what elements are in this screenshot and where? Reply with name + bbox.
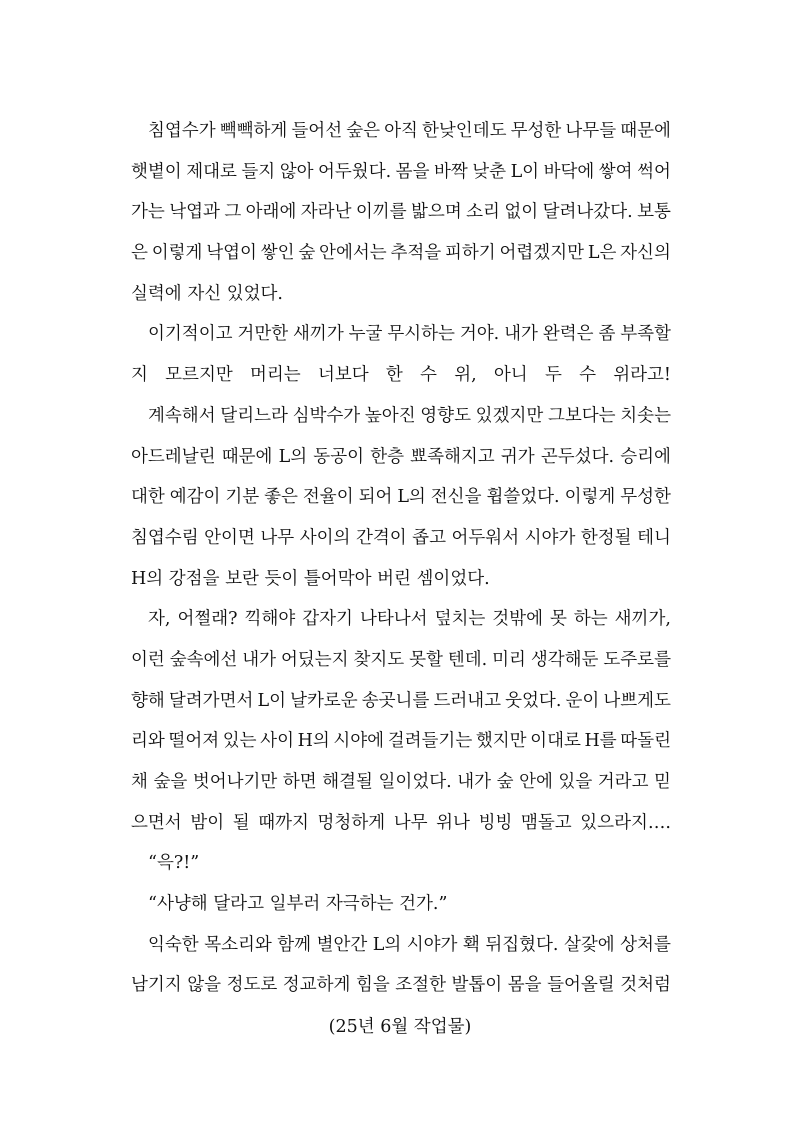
word: 있을 bbox=[558, 772, 593, 792]
word: 수 bbox=[579, 365, 596, 386]
word: 보통 bbox=[637, 202, 671, 223]
word: 지 bbox=[131, 365, 148, 386]
word: 바닥에 bbox=[543, 161, 595, 182]
word: 침엽수림 bbox=[131, 527, 199, 548]
word: 아직 bbox=[384, 121, 418, 141]
word: 테니 bbox=[637, 527, 671, 548]
word: 자극하는 bbox=[325, 894, 394, 915]
word: 한 bbox=[385, 365, 403, 386]
word: 그 bbox=[224, 202, 242, 223]
word: 끽해야 bbox=[244, 609, 296, 630]
text-line bbox=[131, 274, 671, 315]
word: 것밖에 bbox=[492, 609, 543, 630]
word: L의 bbox=[278, 446, 308, 467]
word: L이 bbox=[510, 161, 540, 182]
word: 때문에 bbox=[620, 121, 671, 141]
word: H의 bbox=[131, 568, 164, 589]
text-line bbox=[131, 477, 671, 518]
word: 상처를 bbox=[620, 934, 671, 955]
text-line bbox=[131, 396, 671, 437]
word: 추적을 bbox=[390, 243, 442, 264]
word: 멍청하게 bbox=[317, 812, 386, 833]
word: 곤두섰다. bbox=[540, 446, 615, 467]
word: 나무 bbox=[393, 812, 428, 833]
word: 심박수가 bbox=[292, 405, 361, 426]
text-line bbox=[131, 518, 671, 559]
word: 영향도 bbox=[420, 405, 471, 426]
word: 되어 bbox=[358, 487, 393, 508]
word: 대한 bbox=[131, 487, 165, 508]
word: 셈이었다. bbox=[416, 568, 490, 589]
word: 도주로를 bbox=[603, 649, 671, 670]
word: 거만한 bbox=[237, 324, 289, 345]
word: 피하기 bbox=[444, 243, 496, 264]
word: L은 bbox=[587, 243, 617, 264]
word: 으면서 bbox=[131, 812, 182, 833]
word: 어딨는지 bbox=[280, 649, 349, 670]
text-line bbox=[131, 681, 671, 722]
word: 어두웠다. bbox=[318, 161, 392, 182]
word: 시야가 bbox=[524, 527, 576, 548]
word: 낙엽과 bbox=[169, 202, 220, 223]
word: 귀가 bbox=[500, 446, 535, 467]
word: 썩어 bbox=[637, 161, 671, 182]
word: 건가.” bbox=[399, 894, 448, 915]
word: 드러내고 bbox=[433, 690, 502, 711]
word: 따돌린 bbox=[620, 731, 671, 752]
word: 생각해둔 bbox=[530, 649, 599, 670]
word: 때문에 bbox=[221, 446, 273, 467]
word: L의 bbox=[372, 934, 402, 955]
word: 동공이 bbox=[313, 446, 365, 467]
word: 찾지도 bbox=[353, 649, 405, 670]
word: 이렇게 bbox=[564, 487, 616, 508]
word: 함께 bbox=[277, 934, 312, 955]
text-line bbox=[131, 803, 671, 844]
word: 했지만 bbox=[475, 731, 527, 752]
word: 있었다. bbox=[226, 283, 283, 304]
word: 기분 bbox=[225, 487, 260, 508]
word: 정도로 bbox=[226, 975, 278, 996]
word: 시야가 bbox=[406, 934, 458, 955]
word: 나쁘게도 bbox=[603, 690, 671, 711]
word: 숲 bbox=[298, 243, 316, 264]
word: 이런 bbox=[131, 649, 165, 670]
word: 좋은 bbox=[264, 487, 298, 508]
text-line bbox=[131, 355, 671, 396]
word: 좁고 bbox=[412, 527, 446, 548]
word: 승리에 bbox=[620, 446, 671, 467]
word: 내가 bbox=[242, 649, 277, 670]
word: 이기적이고 bbox=[148, 324, 233, 345]
word: 높아진 bbox=[364, 405, 416, 426]
word: 해결될 bbox=[322, 772, 373, 792]
word: 송곳니를 bbox=[361, 690, 430, 711]
word: 갑자기 bbox=[302, 609, 353, 630]
word: L의 bbox=[397, 487, 426, 508]
word: 자라난 bbox=[300, 202, 352, 223]
story-body bbox=[131, 111, 671, 1006]
text-line bbox=[131, 192, 671, 233]
word: 숲을 bbox=[153, 772, 188, 792]
word: 남기지 bbox=[131, 975, 182, 996]
word: 안에 bbox=[519, 772, 553, 792]
word: 빽빽하게 bbox=[219, 121, 288, 141]
word: 전율이 bbox=[302, 487, 354, 508]
word: 숲 bbox=[496, 772, 514, 792]
word: 바짝 bbox=[433, 161, 468, 182]
text-line bbox=[131, 965, 671, 1006]
word: 실력에 bbox=[131, 283, 182, 304]
word: 듯이 bbox=[264, 568, 299, 589]
word: H를 bbox=[584, 731, 617, 752]
word: 뒤집혔다. bbox=[485, 934, 559, 955]
word: 못 bbox=[549, 609, 567, 630]
word: 보란 bbox=[225, 568, 259, 589]
word: 아래에 bbox=[245, 202, 297, 223]
word: 걸려들기는 bbox=[387, 731, 473, 752]
word: 있겠지만 bbox=[475, 405, 544, 426]
word: 은 bbox=[131, 243, 148, 264]
word: 들어올릴 bbox=[547, 975, 615, 996]
word: 쌓여 bbox=[598, 161, 633, 182]
word: 덮치는 bbox=[434, 609, 486, 630]
word: 머리는 bbox=[250, 365, 301, 386]
word: 별안간 bbox=[316, 934, 368, 955]
word: 거라고 bbox=[597, 772, 649, 792]
text-line bbox=[131, 884, 671, 925]
word: 침엽수가 bbox=[148, 121, 216, 141]
word: 자신 bbox=[187, 283, 222, 304]
word: 사이의 bbox=[299, 527, 351, 548]
word: 버린 bbox=[377, 568, 411, 589]
word: 숲속에선 bbox=[169, 649, 238, 670]
word: 자, bbox=[148, 609, 171, 630]
word: 두 bbox=[544, 365, 562, 386]
word: 새끼가, bbox=[614, 609, 671, 630]
word: 들지 bbox=[241, 161, 276, 182]
text-line bbox=[131, 640, 671, 681]
word: 낮춘 bbox=[472, 161, 507, 182]
word: “윽?!” bbox=[148, 853, 200, 874]
text-line bbox=[131, 314, 671, 355]
word: 것처럼 bbox=[620, 975, 671, 996]
word: 일이었다. bbox=[378, 772, 452, 792]
word: 내가 bbox=[504, 324, 538, 345]
word: 달려가면서 bbox=[168, 690, 254, 711]
word: 무성한 bbox=[620, 487, 671, 508]
word: 완력은 bbox=[542, 324, 594, 345]
word: L이 bbox=[257, 690, 286, 711]
word: 힘을 bbox=[355, 975, 390, 996]
word: 이렇게 bbox=[151, 243, 203, 264]
word: 않을 bbox=[187, 975, 222, 996]
text-line bbox=[131, 559, 671, 600]
word: 이끼를 bbox=[355, 202, 407, 223]
word: 누굴 bbox=[348, 324, 383, 345]
word: 좀 bbox=[598, 324, 616, 345]
word: 못할 bbox=[409, 649, 443, 670]
word: 부족할 bbox=[620, 324, 671, 345]
word: 위나 bbox=[436, 812, 470, 833]
word: 어두워서 bbox=[451, 527, 520, 548]
word: 그보다는 bbox=[547, 405, 616, 426]
footer-caption: (25년 6월 작업물) bbox=[328, 1017, 472, 1037]
word: 향해 bbox=[131, 690, 165, 711]
word: 강점을 bbox=[168, 568, 220, 589]
word: 없이 bbox=[504, 202, 539, 223]
word: 나타나서 bbox=[359, 609, 428, 630]
word: 휩쓸었다. bbox=[486, 487, 560, 508]
word: 안이면 bbox=[204, 527, 255, 548]
word: 제대로 bbox=[186, 161, 237, 182]
text-line bbox=[131, 762, 671, 803]
word: 안에서는 bbox=[319, 243, 387, 264]
word: 어렵겠지만 bbox=[499, 243, 585, 264]
word: 하는 bbox=[573, 609, 608, 630]
word: 위라고! bbox=[613, 365, 671, 386]
word: 있으라지…. bbox=[580, 812, 671, 833]
word: 밤이 bbox=[190, 812, 225, 833]
word: 숲은 bbox=[346, 121, 381, 141]
word: 이대로 bbox=[530, 731, 581, 752]
word: 정교하게 bbox=[282, 975, 351, 996]
word: 리와 bbox=[131, 731, 165, 752]
word: 간격이 bbox=[355, 527, 407, 548]
word: 뾰족해지고 bbox=[410, 446, 495, 467]
word: 웃었다. bbox=[505, 690, 562, 711]
text-line bbox=[131, 599, 671, 640]
word: 계속해서 bbox=[148, 405, 216, 426]
word: 하면 bbox=[282, 772, 317, 792]
word: “사냥해 bbox=[148, 894, 208, 915]
word: 텐데. bbox=[447, 649, 488, 670]
word: 있는 bbox=[222, 731, 257, 752]
word: 쌓인 bbox=[260, 243, 295, 264]
word: 때까지 bbox=[258, 812, 309, 833]
word: 위, bbox=[454, 365, 477, 386]
text-line bbox=[131, 843, 671, 884]
text-line bbox=[131, 233, 671, 274]
word: 내가 bbox=[457, 772, 492, 792]
word: H의 bbox=[297, 731, 330, 752]
word: 달리느라 bbox=[220, 405, 288, 426]
word: 사이 bbox=[260, 731, 294, 752]
word: 익숙한 bbox=[148, 934, 199, 955]
word: 아드레날린 bbox=[131, 446, 216, 467]
text-line bbox=[131, 925, 671, 966]
word: 자신의 bbox=[620, 243, 671, 264]
word: 믿 bbox=[654, 772, 671, 792]
word: 홱 bbox=[462, 934, 480, 955]
word: 달려나갔다. bbox=[542, 202, 633, 223]
word: 않아 bbox=[279, 161, 314, 182]
word: 무성한 bbox=[510, 121, 562, 141]
word: 한정될 bbox=[580, 527, 632, 548]
word: 무시하는 bbox=[387, 324, 455, 345]
word: 벗어나기만 bbox=[192, 772, 278, 792]
word: 발톱이 bbox=[451, 975, 503, 996]
word: 미리 bbox=[492, 649, 526, 670]
word: 거야. bbox=[459, 324, 500, 345]
word: 떨어져 bbox=[168, 731, 220, 752]
word: 모르지만 bbox=[165, 365, 233, 386]
word: 빙빙 bbox=[478, 812, 513, 833]
word: 몸을 bbox=[395, 161, 430, 182]
word: 날카로운 bbox=[290, 690, 358, 711]
word: 예감이 bbox=[169, 487, 221, 508]
word: 살갗에 bbox=[563, 934, 615, 955]
word: 달라고 bbox=[213, 894, 264, 915]
word: 운이 bbox=[565, 690, 600, 711]
word: 시야에 bbox=[333, 731, 385, 752]
word: 소리 bbox=[466, 202, 500, 223]
word: 몸을 bbox=[507, 975, 542, 996]
word: 어쩔래? bbox=[177, 609, 238, 630]
word: 일부러 bbox=[269, 894, 321, 915]
word: 수 bbox=[420, 365, 437, 386]
word: 들어선 bbox=[291, 121, 343, 141]
word: 너보다 bbox=[317, 365, 369, 386]
word: 나무들 bbox=[565, 121, 617, 141]
text-line bbox=[131, 111, 671, 152]
word: 햇볕이 bbox=[131, 161, 182, 182]
word: 틀어막아 bbox=[303, 568, 372, 589]
word: 조절한 bbox=[395, 975, 446, 996]
word: 밟으며 bbox=[411, 202, 462, 223]
word: 아니 bbox=[493, 365, 528, 386]
text-line bbox=[131, 721, 671, 762]
word: 나무 bbox=[260, 527, 295, 548]
word: 전신을 bbox=[430, 487, 482, 508]
word: 맴돌고 bbox=[520, 812, 572, 833]
text-line bbox=[131, 437, 671, 478]
text-line bbox=[131, 152, 671, 193]
word: 될 bbox=[232, 812, 250, 833]
word: 낙엽이 bbox=[206, 243, 257, 264]
word: 한낮인데도 bbox=[421, 121, 507, 141]
word: 새끼가 bbox=[293, 324, 344, 345]
word: 치솟는 bbox=[620, 405, 671, 426]
word: 채 bbox=[131, 772, 148, 792]
word: 한층 bbox=[370, 446, 404, 467]
word: 목소리와 bbox=[204, 934, 272, 955]
word: 가는 bbox=[131, 202, 165, 223]
